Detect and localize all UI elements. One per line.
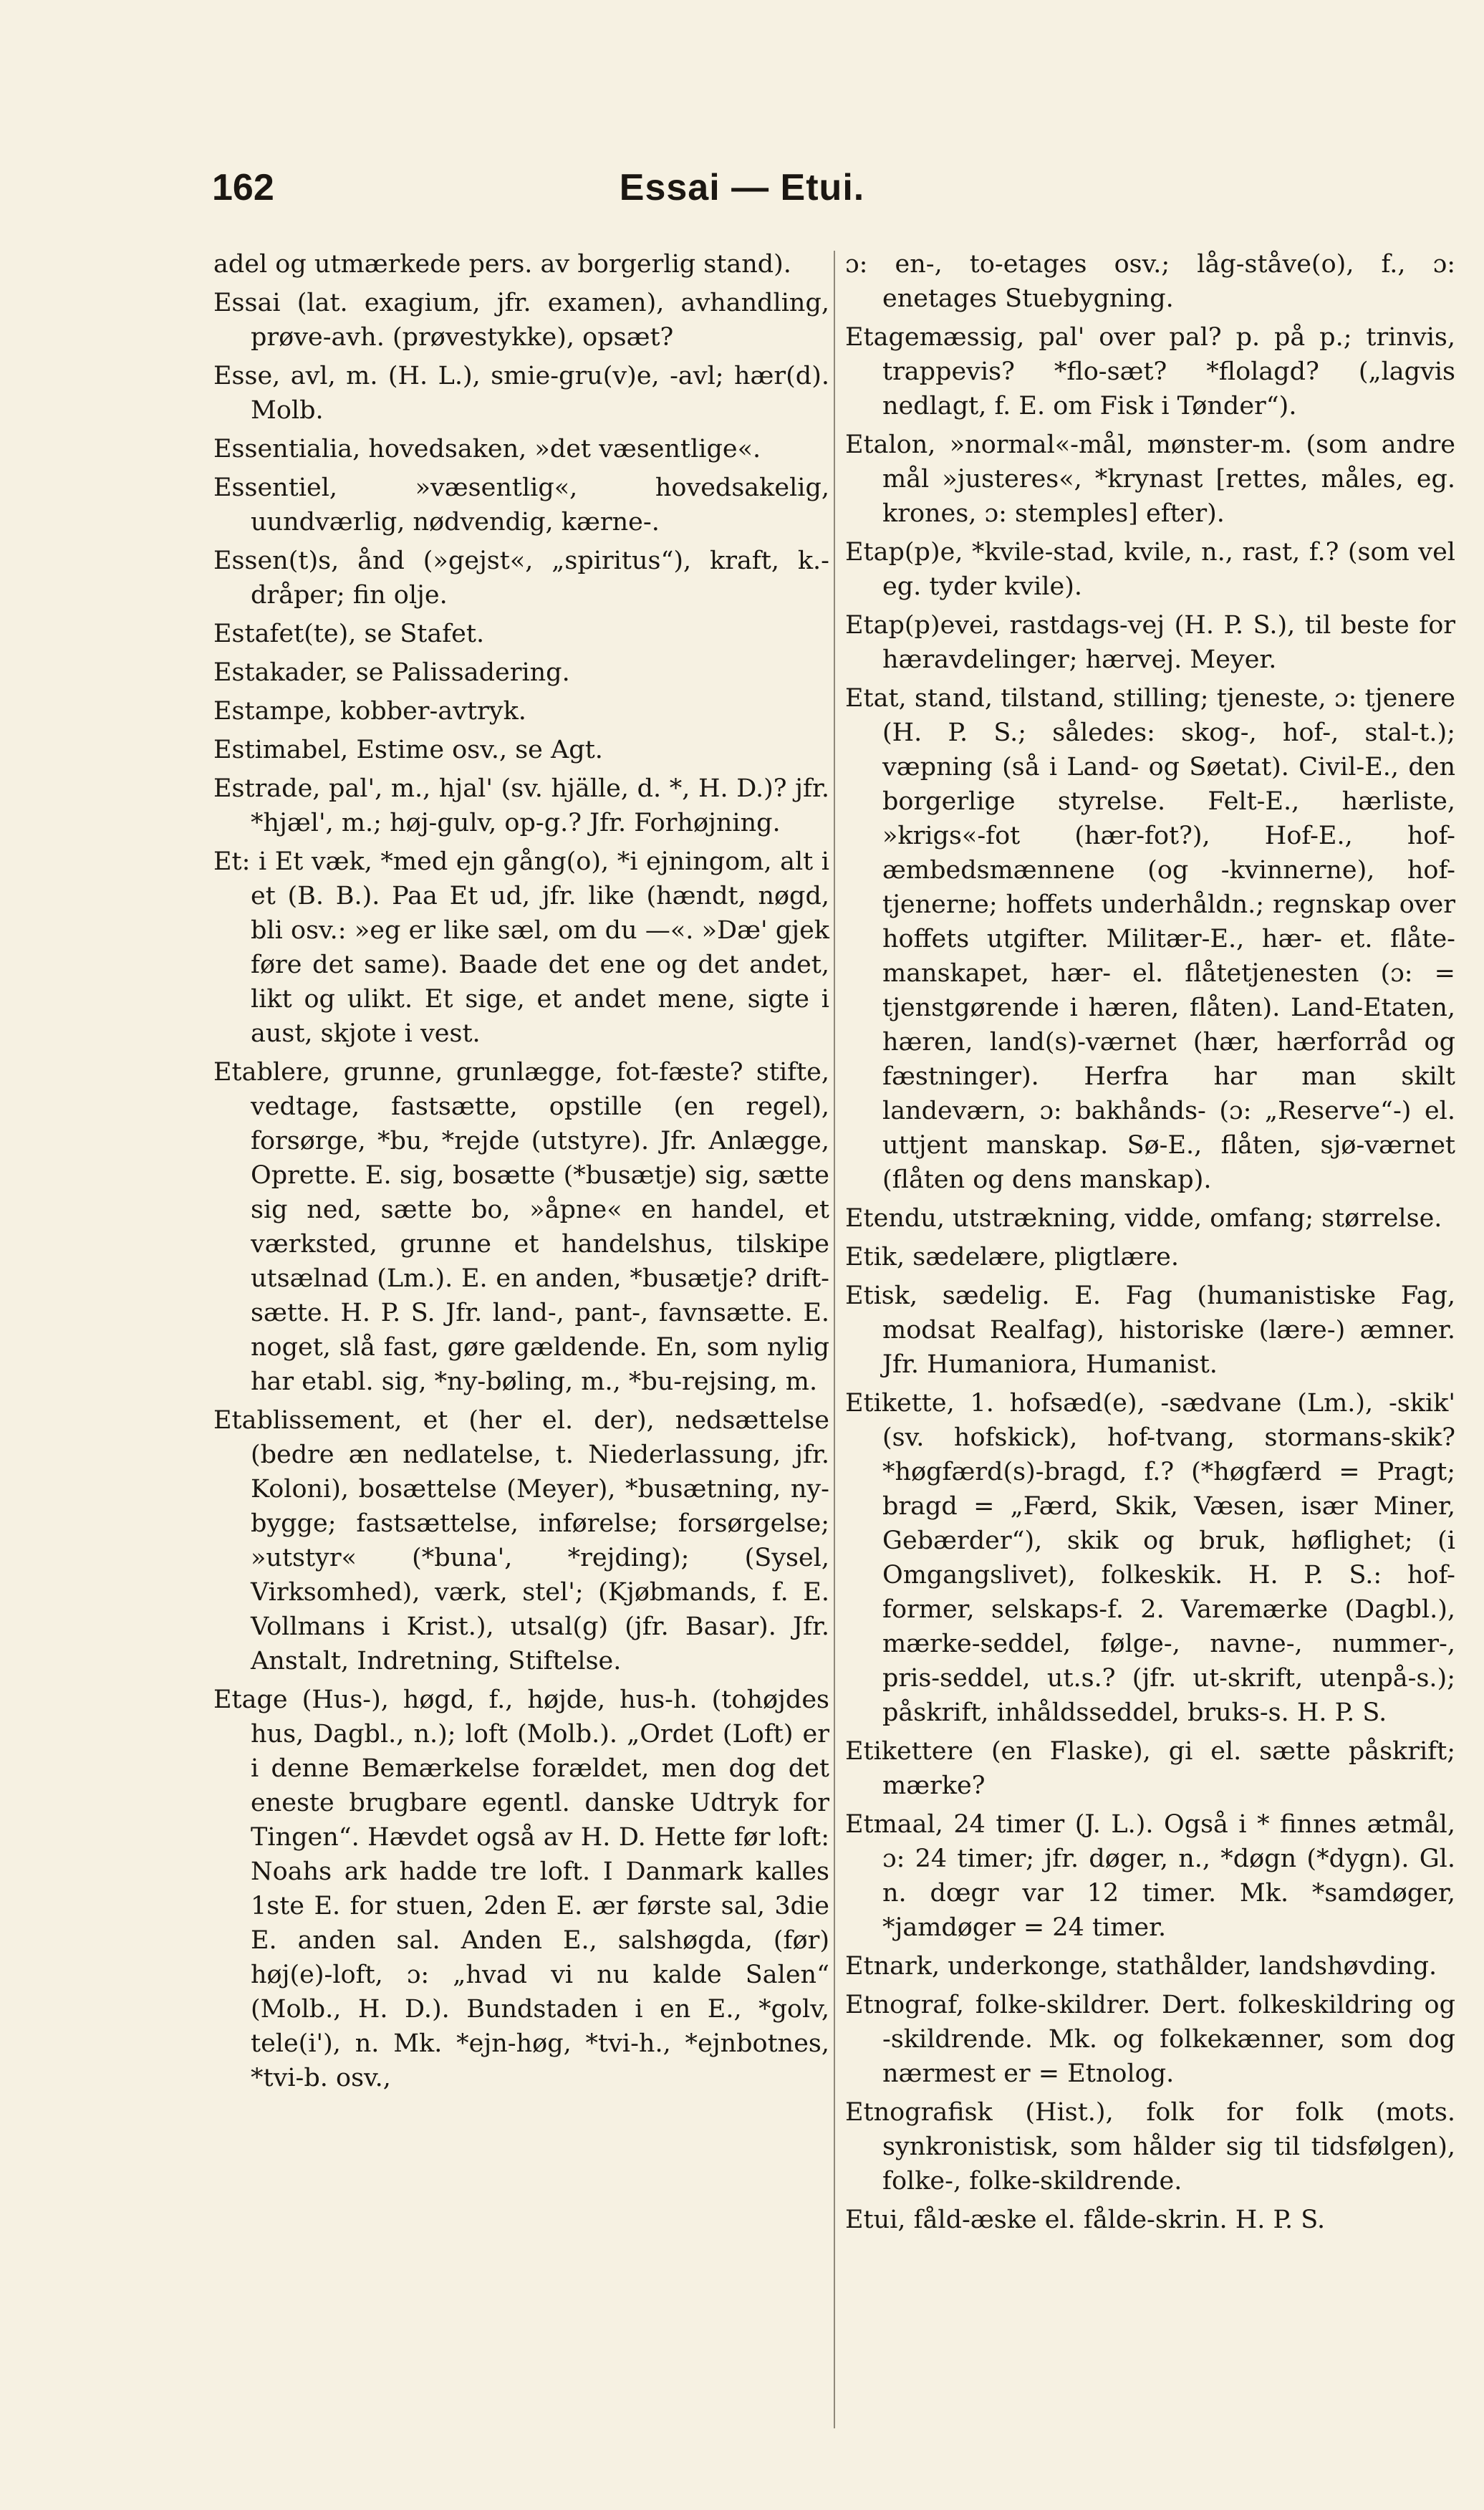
dictionary-entry: Etikette, 1. hofsæd(e), -sædvane (Lm.), -skik' (sv. hofskick), hof-tvang, stormans-skik? *høgfærd(s)-bragd, f.? (*høgfærd = Pragt; bragd = „Færd, Skik, Væsen, især Miner, Gebærder“), skik og bruk, høflighet; (i Omgangslivet), folkeskik. H. P. S.: hof-former, selskaps-f. 2. Varemærke (Dagbl.), mærke-seddel, følge-, navne-, nummer-, pris-seddel, ut.s.? (jfr. ut-skrift, utenpå-s.); påskrift, inhåldsseddel, bruks-s. H. P. S. — [845, 1389, 1455, 1727]
column-divider — [834, 251, 835, 2428]
dictionary-entry: Etagemæssig, pal' over pal? p. på p.; trinvis, trappevis? *flo-sæt? *flolagd? („lagvis nedlagt, f. E. om Fisk i Tønder“). — [845, 323, 1455, 420]
dictionary-entry: adel og utmærkede pers. av borgerlig stand). — [213, 250, 791, 279]
dictionary-entry: Essentiel, »væsentlig«, hovedsakelig, uundværlig, nødvendig, kærne-. — [213, 473, 829, 537]
dictionary-entry: Etap(p)evei, rastdags-vej (H. P. S.), til beste for hæravdelinger; hærvej. Meyer. — [845, 611, 1455, 674]
left-column — [213, 247, 829, 2100]
running-title: Essai — Etui. — [619, 167, 865, 208]
dictionary-entry: Etendu, utstrækning, vidde, omfang; størrelse. — [845, 1204, 1442, 1233]
dictionary-entry: Etnograf, folke-skildrer. Dert. folkeskildring og -skildrende. Mk. og folkekænner, som dog nærmest er = Etnolog. — [845, 1991, 1455, 2088]
dictionary-entry: Essen(t)s, ånd (»gejst«, „spiritus“), kraft, k.-dråper; fin olje. — [213, 547, 829, 610]
dictionary-entry: ɔ: en-, to-etages osv.; låg-ståve(o), f., ɔ: enetages Stuebygning. — [845, 250, 1455, 313]
dictionary-entry: Etablissement, et (her el. der), nedsættelse (bedre æn nedlatelse, t. Niederlassung, jfr. Koloni), bosættelse (Meyer), *busætning, ny-bygge; fastsættelse, inførelse; forsørgelse; »utstyr« (*buna', *rejding); (Sysel, Virksomhed), værk, stel'; (Kjøbmands, f. E. Vollmans i Krist.), utsal(g) (jfr. Basar). Jfr. Anstalt, Indretning, Stiftelse. — [213, 1406, 829, 1675]
page-number: 162 — [212, 167, 274, 208]
dictionary-entry: Etmaal, 24 timer (J. L.). Også i * finnes ætmål, ɔ: 24 timer; jfr. døger, n., *døgn (*dygn). Gl. n. dœgr var 12 timer. Mk. *samdøger, *jamdøger = 24 timer. — [845, 1810, 1455, 1942]
dictionary-entry: Etui, fåld-æske el. fålde-skrin. H. P. S. — [845, 2206, 1326, 2234]
dictionary-entry: Etisk, sædelig. E. Fag (humanistiske Fag, modsat Realfag), historiske (lære-) æmner. Jfr. Humaniora, Humanist. — [845, 1282, 1455, 1379]
dictionary-entry: Estafet(te), se Stafet. — [213, 620, 485, 648]
dictionary-entry: Et: i Et væk, *med ejn gång(o), *i ejningom, alt i et (B. B.). Paa Et ud, jfr. like (hændt, nøgd, bli osv.: »eg er like sæl, om du —«. »Dæ' gjek føre det same). Baade det ene og det andet, likt og ulikt. Et sige, et andet mene, sigte i aust, skjote i vest. — [213, 847, 829, 1048]
dictionary-entry: Estakader, se Palissadering. — [213, 658, 570, 687]
dictionary-entry: Etik, sædelære, pligtlære. — [845, 1243, 1179, 1271]
right-column — [845, 247, 1455, 2241]
dictionary-entry: Essai (lat. exagium, jfr. examen), avhandling, prøve-avh. (prøvestykke), opsæt? — [213, 289, 829, 352]
dictionary-entry: Esse, avl, m. (H. L.), smie-gru(v)e, -avl; hær(d). Molb. — [213, 362, 829, 425]
dictionary-entry: Etalon, »normal«-mål, mønster-m. (som andre mål »justeres«, *krynast [rettes, måles, eg. krones, ɔ: stemples] efter). — [845, 431, 1455, 528]
dictionary-entry: Estimabel, Estime osv., se Agt. — [213, 736, 603, 764]
dictionary-entry: Etnografisk (Hist.), folk for folk (mots. synkronistisk, som hålder sig til tidsfølgen), folke-, folke-skildrende. — [845, 2098, 1455, 2196]
dictionary-entry: Estampe, kobber-avtryk. — [213, 697, 526, 726]
dictionary-entry: Essentialia, hovedsaken, »det væsentlige«. — [213, 435, 761, 463]
dictionary-entry: Etnark, underkonge, stathålder, landshøvding. — [845, 1952, 1437, 1981]
dictionary-entry: Etap(p)e, *kvile-stad, kvile, n., rast, f.? (som vel eg. tyder kvile). — [845, 538, 1455, 601]
dictionary-entry: Etat, stand, tilstand, stilling; tjeneste, ɔ: tjenere (H. P. S.; således: skog-, hof-, stal-t.); væpning (så i Land- og Søetat). Civil-E., den borgerlige styrelse. Felt-E., hærliste, »krigs«-fot (hær-fot?), Hof-E., hof-æmbedsmænnene (og -kvinnerne), hof-tjenerne; hoffets underhåldn.; regnskap over hoffets utgifter. Militær-E., hær- et. flåte-manskapet, hær- el. flåtetjenesten (ɔ: = tjenstgørende i hæren, flåten). Land-Etaten, hæren, land(s)-værnet (hær, hærforråd og fæstninger). Herfra har man skilt landeværn, ɔ: bakhånds- (ɔ: „Reserve“-) el. uttjent manskap. Sø-E., flåten, sjø-værnet (flåten og dens manskap). — [845, 684, 1455, 1194]
dictionary-entry: Etablere, grunne, grunlægge, fot-fæste? stifte, vedtage, fastsætte, opstille (en regel), forsørge, *bu, *rejde (utstyre). Jfr. Anlægge, Oprette. E. sig, bosætte (*busætje) sig, sætte sig ned, sætte bo, »åpne« en handel, et værksted, grunne et handelshus, tilskipe utsælnad (Lm.). E. en anden, *busætje? drift-sætte. H. P. S. Jfr. land-, pant-, favnsætte. E. noget, slå fast, gøre gældende. En, som nylig har etabl. sig, *ny-bøling, m., *bu-rejsing, m. — [213, 1058, 829, 1396]
dictionary-entry: Estrade, pal', m., hjal' (sv. hjälle, d. *, H. D.)? jfr. *hjæl', m.; høj-gulv, op-g.? Jfr. Forhøjning. — [213, 774, 829, 837]
dictionary-entry: Etikettere (en Flaske), gi el. sætte påskrift; mærke? — [845, 1737, 1455, 1800]
dictionary-entry: Etage (Hus-), høgd, f., højde, hus-h. (tohøjdes hus, Dagbl., n.); loft (Molb.). „Ordet (Loft) er i denne Bemærkelse forældet, men dog det eneste brugbare egentl. danske Udtryk for Tingen“. Hævdet også av H. D. Hette før loft: Noahs ark hadde tre loft. I Danmark kalles 1ste E. for stuen, 2den E. ær første sal, 3die E. anden sal. Anden E., salshøgda, (før) høj(e)-loft, ɔ: „hvad vi nu kalde Salen“ (Molb., H. D.). Bundstaden i en E., *golv, tele(i'), n. Mk. *ejn-høg, *tvi-h., *ejnbotnes, *tvi-b. osv., — [213, 1686, 829, 2092]
